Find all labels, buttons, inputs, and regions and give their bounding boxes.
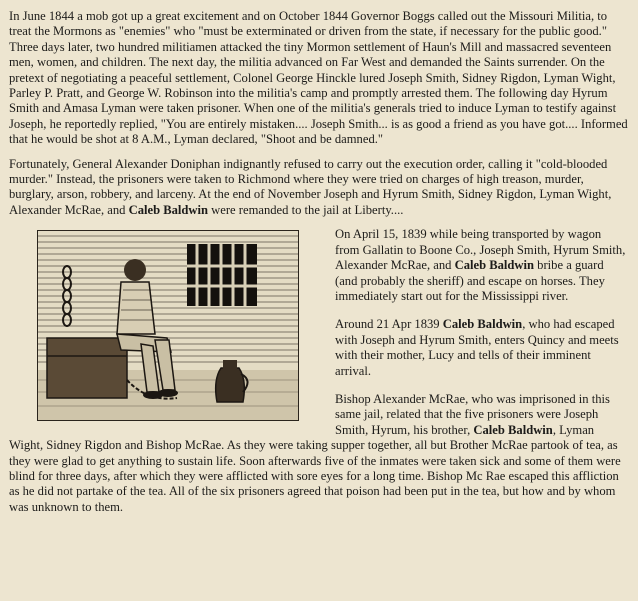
- text-run: Around 21 Apr 1839: [335, 317, 443, 332]
- name-caleb-baldwin: Caleb Baldwin: [128, 202, 209, 217]
- text-run: bribe a guard (and probably the sheriff) and escape on horses. They immediately start out for the Mississippi river.: [335, 258, 605, 303]
- paragraph-doniphan-refusal: [9, 157, 628, 219]
- name-caleb-baldwin: Caleb Baldwin: [454, 258, 535, 273]
- text-run: Fortunately, General Alexander Doniphan indignantly refused to carry out the execution order, calling it "cold-blooded murder." Instead, the prisoners were taken to Richmond where they were tried on charges of high treason, murder, burglary, arson, robbery, and larceny. At the end of November Joseph and Hyrum Smith, Sidney Rigdon, Lyman Wight, Alexander McRae, and: [9, 156, 612, 217]
- text-run: , Lyman Wight, Sidney Rigdon and Bishop McRae. As they were taking supper together, all but Brother McRae partook of tea, as they were glad to get anything to sustain life. Soon afterwards five of the inmates were taken sick and some of them were blind for three days, after which they were afflicted with sore eyes for a long time. Bishop Mc Rae escaped this affliction as he did not partake of the tea. All of the six prisoners agreed that poison had been put in the tea, but how and by whom was unknown to them.: [9, 422, 621, 514]
- name-caleb-baldwin: Caleb Baldwin: [473, 422, 553, 437]
- text-run: , who had escaped with Joseph and Hyrum Smith, enters Quincy and meets with their mother, Lucy and tells of their imminent arrival.: [335, 317, 619, 378]
- text-run: were remanded to the jail at Liberty....: [208, 202, 404, 217]
- prisoner-in-chains-engraving-icon: [37, 230, 299, 421]
- text-run: On April 15, 1839 while being transported by wagon from Gallatin to Boone Co., Joseph Smith, Hyrum Smith, Alexander McRae, and: [335, 227, 626, 273]
- paragraph-mob-and-arrest: In June 1844 a mob got up a great excitement and on October 1844 Governor Boggs called out the Missouri Militia, to treat the Mormons as "enemies" who "must be exterminated or driven from the state, if necessary for the public good." Three days later, two hundred militiamen attacked the tiny Mormon settlement of Haun's Mill and massacred seventeen men, women, and children. The next day, the militia advanced on Far West and demanded the Saints surrender. On the pretext of negotiating a peaceful settlement, Colonel George Hinckle lured Joseph Smith, Sidney Rigdon, Lyman Wight, Parley P. Pratt, and George W. Robinson into the militia's camp and promptly arrested them. The following day Hyrum Smith and Amasa Lyman were taken prisoner. When one of the militia's generals tried to induce Lyman to testify against Joseph, he reportedly replied, "You are entirely mistaken.... Joseph Smith... is as good a friend as you have got.... Informed that he would be shot at 8 A.M., Lyman declared, "Shoot and be damned.": [9, 9, 628, 147]
- text-run: Bishop Alexander McRae, who was imprisoned in this same jail, related that the five prisoners were Joseph Smith, Hyrum, his brother,: [335, 391, 610, 437]
- name-caleb-baldwin: Caleb Baldwin: [442, 317, 523, 332]
